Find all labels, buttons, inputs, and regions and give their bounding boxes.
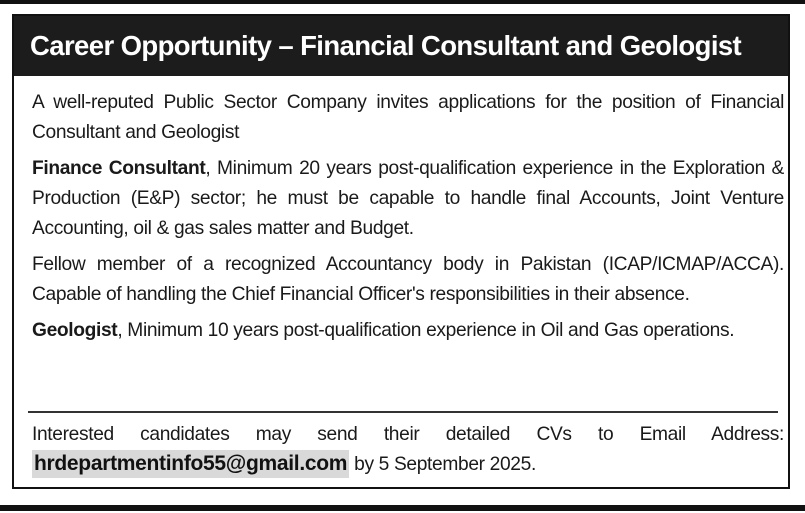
deadline-text: by 5 September 2025.: [349, 454, 536, 475]
geologist-text: , Minimum 10 years post-qualification experience in Oil and Gas operations.: [117, 320, 735, 341]
bottom-rule: [0, 505, 805, 511]
ad-body: [32, 88, 784, 347]
ad-title: Career Opportunity – Financial Consultant and Geologist: [14, 16, 788, 76]
finance-consultant-text: , Minimum 20 years post-qualification experience in the Exploration & Production (E&P) sector; he must be capable to handle final Accounts, Joint Venture Accounting, oil & gas sales matter and Budget.: [32, 158, 784, 239]
apply-instruction: Interested candidates may send their detailed CVs to Email Address:: [32, 424, 784, 445]
intro-paragraph: A well-reputed Public Sector Company invites applications for the position of Financial Consultant and Geologist: [32, 92, 784, 143]
contact-line: [32, 450, 784, 480]
job-advertisement: [12, 14, 790, 489]
ad-footer: [32, 420, 784, 480]
finance-consultant-paragraph: [32, 154, 784, 244]
section-divider: [28, 411, 778, 413]
geologist-label: Geologist: [32, 320, 118, 341]
geologist-paragraph: [32, 316, 784, 346]
email-address[interactable]: hrdepartmentinfo55@gmail.com: [32, 450, 349, 478]
finance-consultant-label: Finance Consultant: [32, 158, 206, 179]
qualification-paragraph: Fellow member of a recognized Accountancy body in Pakistan (ICAP/ICMAP/ACCA). Capable of handling the Chief Financial Officer's responsibilities in their absence.: [32, 254, 784, 305]
top-rule: [0, 0, 805, 4]
